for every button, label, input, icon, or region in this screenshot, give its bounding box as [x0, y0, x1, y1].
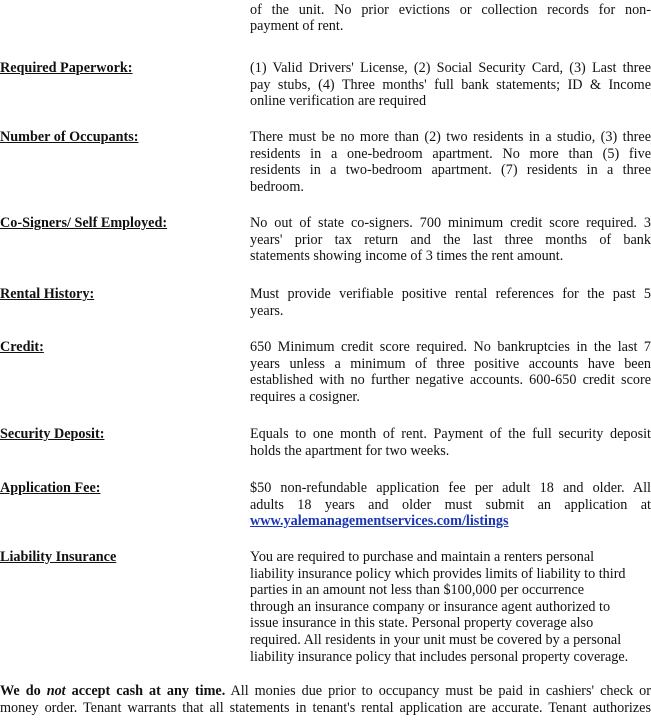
- text-line: online verification are required: [250, 93, 427, 110]
- text-line: $50 non-refundable application fee per adult 18 and older. All: [250, 480, 651, 496]
- text-line: No out of state co-signers. 700 minimum credit score required. 3: [250, 215, 651, 231]
- section-label: Credit:: [0, 339, 44, 355]
- link-line: [250, 513, 651, 530]
- text-line: liability insurance policy which provides limits of liability to third: [250, 565, 626, 582]
- section-label: Number of Occupants:: [0, 129, 139, 145]
- text-line: pay stubs, (4) Three months' full bank statements; ID & Income: [250, 76, 651, 93]
- section-text: [250, 549, 651, 665]
- section-label: Security Deposit:: [0, 426, 105, 442]
- paragraph-line: [0, 683, 651, 700]
- text-line: adults 18 years and older must submit an application at: [250, 496, 651, 513]
- text-line: through an insurance company or insurance agent authorized to: [250, 598, 611, 615]
- text-line: There must be no more than (2) two residents in a studio, (3) three: [250, 129, 651, 145]
- section-label: Rental History:: [0, 286, 95, 302]
- text-line: years unless a minimum of three positive accounts have been: [250, 355, 651, 372]
- text-line: issue insurance in this state. Personal property coverage also: [250, 615, 594, 632]
- text-line: residents in a two-bedroom apartment. (7) residents in a three: [250, 162, 651, 179]
- section-label: Application Fee:: [0, 480, 101, 496]
- section-text: [250, 0, 651, 35]
- payment-policy-paragraph: [0, 683, 651, 716]
- section-text: [250, 215, 651, 265]
- text-line: established with no further negative accounts. 600-650 credit score: [250, 372, 651, 389]
- text-line: statements showing income of 3 times the rent amount.: [250, 248, 564, 265]
- text-line: requires a cosigner.: [250, 388, 360, 405]
- section-text: [250, 339, 651, 405]
- section-label: [0, 0, 157, 2]
- section-text: [250, 286, 651, 319]
- text-line: Equals to one month of rent. Payment of the full security deposit: [250, 426, 651, 442]
- listings-link[interactable]: www.yalemanagementservices.com/listings: [250, 513, 509, 530]
- text-line: holds the apartment for two weeks.: [250, 442, 450, 459]
- not-emphasis: not: [46, 683, 66, 699]
- section-text: [250, 426, 651, 459]
- text-line: years.: [250, 302, 284, 319]
- text-line: Must provide verifiable positive rental references for the past 5: [250, 286, 651, 302]
- text-line: payment of rent.: [250, 18, 344, 35]
- section-text: [250, 60, 651, 110]
- text-line: 650 Minimum credit score required. No bankruptcies in the last 7: [250, 339, 651, 355]
- no-cash-text: We do: [0, 683, 47, 699]
- text-line: liability insurance policy that includes personal property coverage.: [250, 648, 629, 665]
- section-label: Liability Insurance: [0, 549, 117, 565]
- text-line: residents in a one-bedroom apartment. No more than (5) five: [250, 145, 651, 162]
- text-line: bedroom.: [250, 178, 304, 195]
- no-cash-text-end: accept cash at any time.: [65, 683, 226, 699]
- section-label: Co-Signers/ Self Employed:: [0, 215, 168, 231]
- text-line: of the unit. No prior evictions or collection records for non-: [250, 1, 651, 18]
- text-line: parties in an amount not less than $100,000 per occurrence: [250, 582, 585, 599]
- no-cash-notice: [0, 683, 225, 699]
- text-line: (1) Valid Drivers' License, (2) Social Security Card, (3) Last three: [250, 60, 651, 76]
- section-text: [250, 480, 651, 530]
- text-line: years' prior tax return and the last three months of bank: [250, 231, 651, 248]
- monies-text: All monies due prior to occupancy must be paid in cashiers' check or: [225, 683, 651, 699]
- text-line: You are required to purchase and maintain a renters personal: [250, 549, 595, 565]
- paragraph-line: money order. Tenant warrants that all statements in tenant's rental application are accurate. Tenant authorizes: [0, 699, 651, 716]
- text-line: required. All residents in your unit must be covered by a personal: [250, 631, 622, 648]
- section-label: Required Paperwork:: [0, 60, 133, 76]
- section-text: [250, 129, 651, 195]
